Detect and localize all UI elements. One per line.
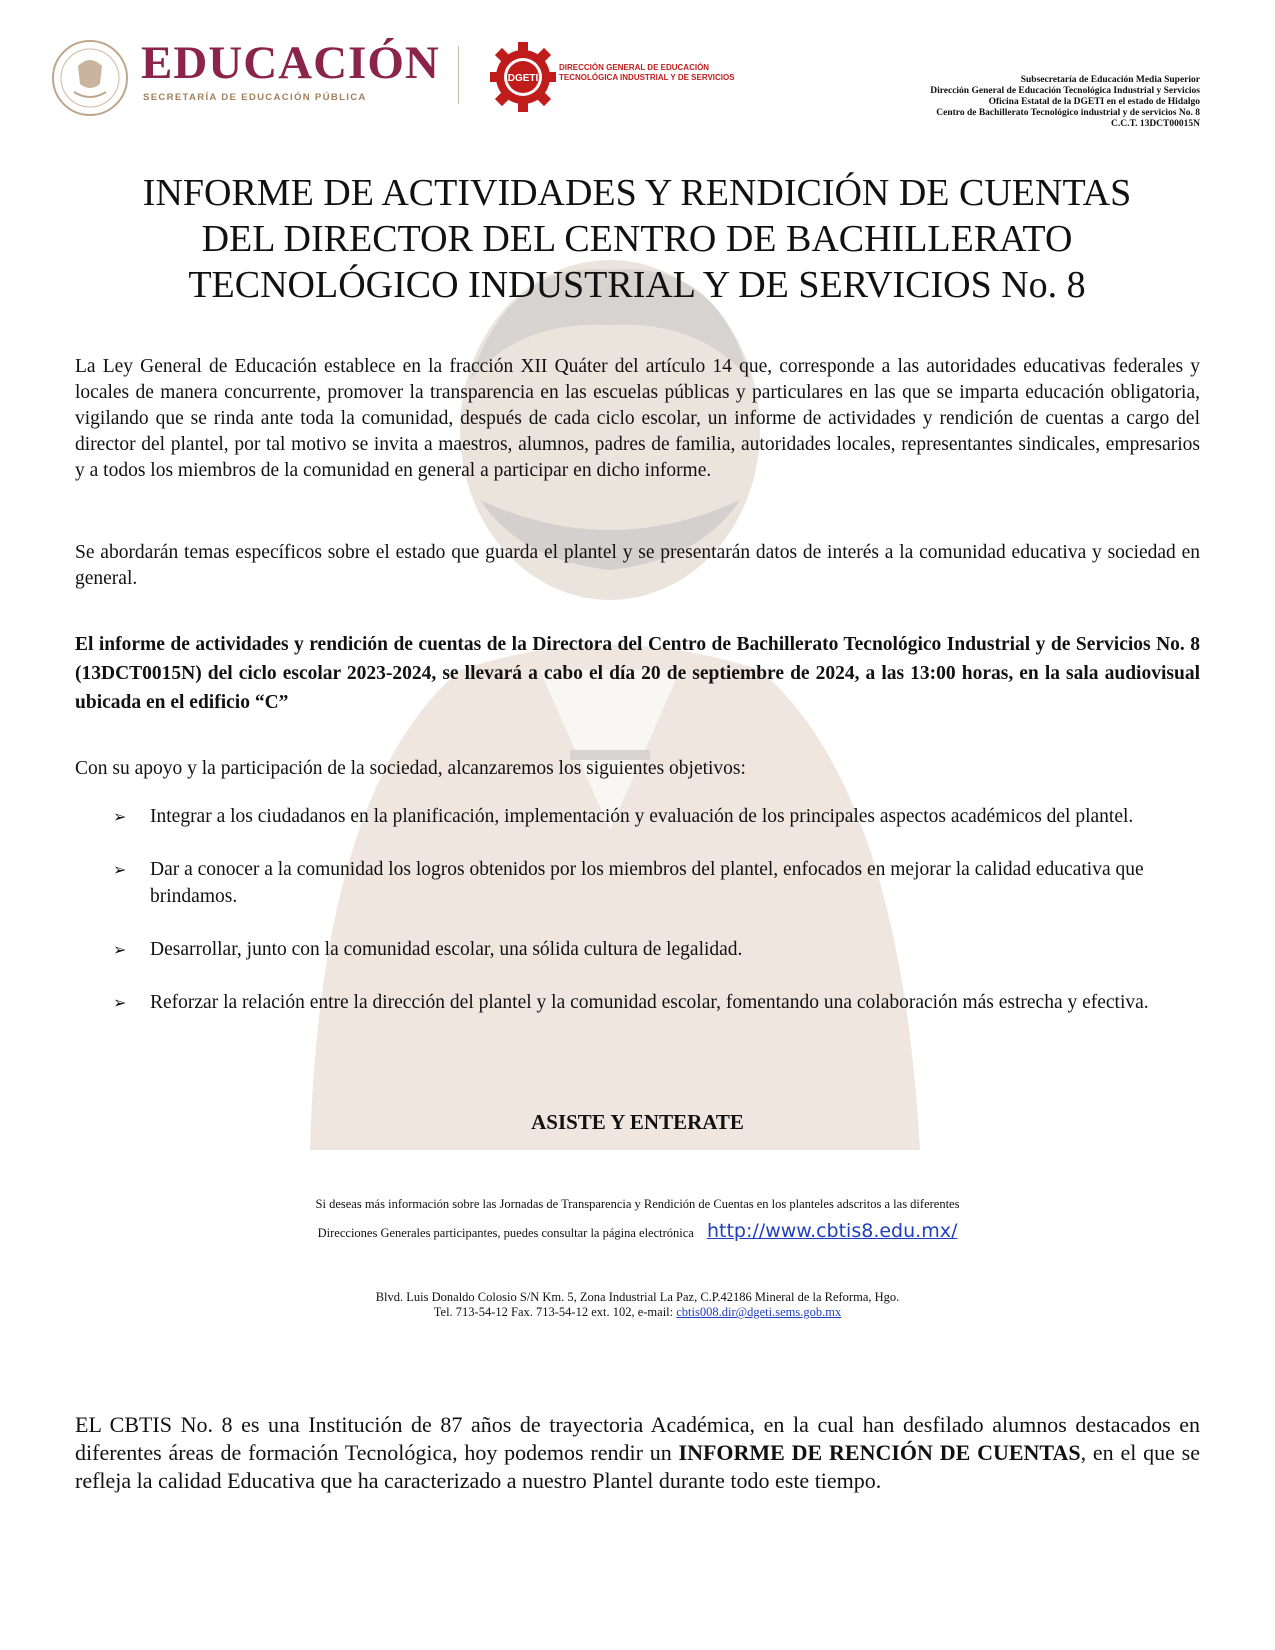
call-to-action: ASISTE Y ENTERATE — [531, 1110, 744, 1134]
dgeti-text-line: DIRECCIÓN GENERAL DE EDUCACIÓN — [559, 63, 710, 72]
header-line: Oficina Estatal de la DGETI en el estado de Hidalgo — [988, 97, 1200, 107]
info-line: Si deseas más información sobre las Jornadas de Transparencia y Rendición de Cuentas en los planteles adscritos a las diferentes — [315, 1197, 960, 1211]
event-details-paragraph: El informe de actividades y rendición de cuentas de la Directora del Centro de Bachillerato Tecnológico Industrial y de Servicios No. 8 (13DCT0015N) del ciclo escolar 2023-2024, se llevará a cabo el día 20 de septiembre de 2024, a las 13:00 horas, en la sala audiovisual ubicada en el edificio “C” — [75, 634, 1200, 713]
objective-text: Dar a conocer a la comunidad los logros obtenidos por los miembros del plantel, enfocados en mejorar la calidad educativa que brindamos. — [150, 859, 1144, 907]
website-link[interactable]: http://www.cbtis8.edu.mx/ — [706, 1220, 958, 1242]
header-line: Subsecretaría de Educación Media Superior — [1020, 75, 1200, 85]
contact-line — [0, 1305, 1275, 1320]
header-line: C.C.T. 13DCT00015N — [1110, 119, 1200, 129]
topics-paragraph: Se abordarán temas específicos sobre el estado que guarda el plantel y se presentarán datos de interés a la comunidad educativa y sociedad en general. — [75, 542, 1200, 589]
objective-text: Integrar a los ciudadanos en la planificación, implementación y evaluación de los principales aspectos académicos del plantel. — [150, 806, 1134, 827]
closing-paragraph — [75, 1411, 1200, 1495]
dgeti-text-line: TECNOLÓGICA INDUSTRIAL Y DE SERVICIOS — [559, 73, 735, 82]
logo-divider — [458, 46, 459, 104]
intro-paragraph: La Ley General de Educación establece en la fracción XII Quáter del artículo 14 que, corresponde a las autoridades educativas federales y locales de manera concurrente, promover la transparencia en las escuelas públicas y particulares en las que se imparta educación obligatoria, vigilando que se rinda ante toda la comunidad, después de cada ciclo escolar, un informe de actividades y rendición de cuentas a cargo del director del plantel, por tal motivo se invita a maestros, alumnos, padres de familia, autoridades locales, representantes sindicales, empresarios y a todos los miembros de la comunidad en general a participar en dicho informe. — [75, 356, 1200, 481]
address-block — [0, 1290, 1275, 1320]
dgeti-badge-text: DGETI — [507, 73, 539, 84]
email-link[interactable]: cbtis008.dir@dgeti.sems.gob.mx — [676, 1305, 842, 1319]
closing-text: , en el que se refleja la calidad Educativa que ha caracterizado a nuestro Plantel durante todo este tiempo. — [75, 1440, 1201, 1493]
list-item — [110, 936, 1200, 963]
closing-text: EL CBTIS No. 8 es una Institución de 87 años de trayectoria Académica, en la cual han desfilado alumnos destacados en diferentes áreas de formación Tecnológica, hoy podemos rendir un — [75, 1412, 1200, 1465]
national-seal-icon — [50, 38, 130, 118]
title-line: TECNOLÓGICO INDUSTRIAL Y DE SERVICIOS No. 8 — [188, 264, 1086, 306]
objectives-intro: Con su apoyo y la participación de la sociedad, alcanzaremos los siguientes objetivos: — [75, 758, 746, 779]
info-text: Direcciones Generales participantes, puedes consultar la página electrónica — [317, 1226, 694, 1240]
phone-text: Tel. 713-54-12 Fax. 713-54-12 ext. 102, e-mail: — [433, 1305, 677, 1319]
list-item — [110, 803, 1200, 830]
education-logo-title: EDUCACIÓN — [141, 37, 440, 89]
objective-text: Reforzar la relación entre la dirección del plantel y la comunidad escolar, fomentando una colaboración más estrecha y efectiva. — [150, 992, 1149, 1013]
list-item — [110, 856, 1200, 910]
header-line: Centro de Bachillerato Tecnológico industrial y de servicios No. 8 — [936, 108, 1200, 118]
header-line: Dirección General de Educación Tecnológica Industrial y Servicios — [930, 86, 1200, 96]
arrow-bullet-icon: ➢ — [113, 993, 127, 1012]
title-line: DEL DIRECTOR DEL CENTRO DE BACHILLERATO — [201, 218, 1073, 260]
closing-bold-text: INFORME DE RENCIÓN DE CUENTAS — [678, 1440, 1081, 1465]
arrow-bullet-icon: ➢ — [113, 860, 127, 879]
education-logo-subtitle: SECRETARÍA DE EDUCACIÓN PÚBLICA — [143, 92, 367, 103]
objective-text: Desarrollar, junto con la comunidad escolar, una sólida cultura de legalidad. — [150, 939, 743, 960]
info-line-with-link — [0, 1220, 1275, 1242]
arrow-bullet-icon: ➢ — [113, 940, 127, 959]
objectives-list — [110, 803, 1200, 1042]
document-title — [72, 170, 1202, 308]
institution-header — [930, 75, 1200, 130]
dgeti-logo-text — [559, 63, 735, 83]
list-item — [110, 989, 1200, 1016]
address-line: Blvd. Luis Donaldo Colosio S/N Km. 5, Zona Industrial La Paz, C.P.42186 Mineral de la Reforma, Hgo. — [375, 1290, 900, 1304]
arrow-bullet-icon: ➢ — [113, 807, 127, 826]
title-line: INFORME DE ACTIVIDADES Y RENDICIÓN DE CUENTAS — [142, 172, 1132, 214]
dgeti-gear-logo-icon — [490, 40, 556, 114]
